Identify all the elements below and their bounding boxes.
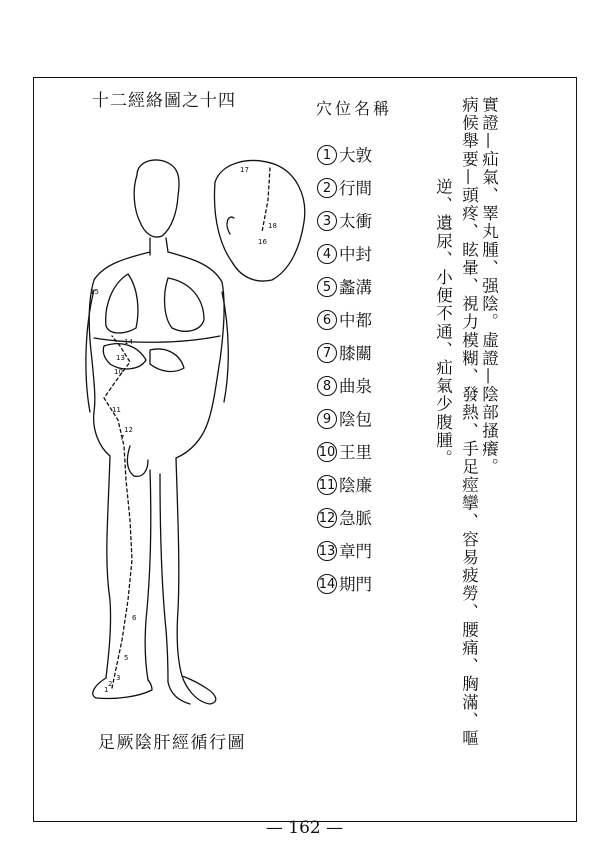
- symptoms-continued: 逆、遺尿、小便不通、疝氣少腹腫。: [433, 178, 453, 468]
- point-name: 章門: [339, 542, 372, 561]
- point-list-heading: 穴位名稱: [316, 99, 393, 118]
- figure-label: 12: [124, 426, 133, 434]
- point-number: 13: [317, 541, 337, 561]
- point-name: 太衝: [339, 212, 372, 231]
- point-name: 膝關: [339, 344, 372, 363]
- figure-caption: 足厥陰肝經循行圖: [98, 733, 246, 753]
- point-number: 2: [317, 178, 337, 198]
- figure-label: 2: [108, 680, 113, 688]
- point-name: 蠡溝: [339, 278, 372, 297]
- point-name: 陰廉: [339, 476, 372, 495]
- figure-label: 7: [120, 434, 125, 442]
- point-number: 11: [317, 475, 337, 495]
- figure-label: 10: [114, 368, 123, 376]
- point-name: 期門: [339, 575, 372, 594]
- figure-label: 6: [132, 614, 137, 622]
- point-number: 14: [317, 574, 337, 594]
- point-name: 急脈: [339, 509, 372, 528]
- point-number: 12: [317, 508, 337, 528]
- point-name: 中都: [339, 311, 372, 330]
- symptoms-main: 病候舉要—頭疼、眩暈、視力模糊、發熱、手足痙攣、容易疲勞、腰痛、胸滿、嘔: [459, 96, 479, 748]
- point-number: 10: [317, 442, 337, 462]
- figure-label: 18: [268, 222, 277, 230]
- figure-label: 13: [116, 354, 125, 362]
- figure-label: 14: [124, 338, 133, 346]
- point-name: 陰包: [339, 410, 372, 429]
- point-name: 王里: [339, 443, 372, 462]
- figure-label: 3: [116, 674, 121, 682]
- point-name: 曲泉: [339, 377, 372, 396]
- page-number: — 162 —: [265, 818, 344, 838]
- figure-label: 16: [258, 238, 267, 246]
- figure-label: 5: [124, 654, 129, 662]
- point-number: 3: [317, 211, 337, 231]
- point-number: 1: [317, 145, 337, 165]
- symptoms-excess-deficiency: 實證—疝氣、睪丸腫、强陰。虛證—陰部搔癢。: [479, 96, 499, 477]
- point-number: 6: [317, 310, 337, 330]
- point-name: 大敦: [339, 146, 372, 165]
- point-number: 8: [317, 376, 337, 396]
- point-number: 7: [317, 343, 337, 363]
- point-number: 5: [317, 277, 337, 297]
- figure-title: 十二經絡圖之十四: [92, 91, 236, 111]
- point-number: 4: [317, 244, 337, 264]
- figure-label: 11: [112, 406, 121, 414]
- point-name: 中封: [339, 245, 372, 264]
- figure-label: 15: [90, 288, 99, 296]
- figure-label: 1: [104, 686, 109, 694]
- figure-label: 17: [240, 166, 249, 174]
- point-name: 行間: [339, 179, 372, 198]
- point-number: 9: [317, 409, 337, 429]
